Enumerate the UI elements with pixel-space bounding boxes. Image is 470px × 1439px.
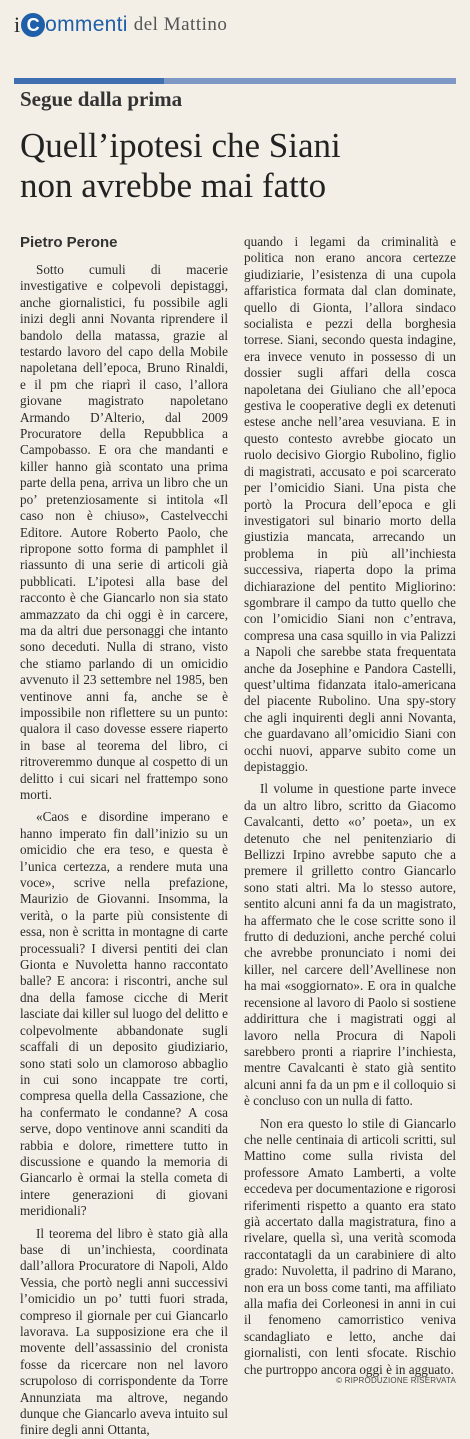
paragraph: «Caos e disordine imperano e hanno imperato fin dall’inizio su un omicidio che era teso, e questa è l’unica certezza, a rendere muta una voce», scrive nella prefazione, Maurizio de Giovanni. Insomma, la verità, o la parte più consistente di essa, non è scritta in montagne di carte processuali? I diversi pentiti dei clan Gionta e Nuvoletta hanno raccontato balle? E ancora: i riscontri, anche sul dna della famose cicche di Merit lasciate dai killer sul luogo del delitto e colpevolmente abbandonate sugli scaffali di un deposito giudiziario, sono stati solo un clamoroso abbaglio in cui sono incappate tre corti, compresa quella della Cassazione, che ha confermato le condanne? A cosa serve, dopo ventinove anni scanditi da rabbia e dolore, rimettere tutto in discussione e quando la memoria di Giancarlo è ormai la stella cometa di intere generazioni di giovani meridionali? (20, 809, 228, 1219)
paragraph: Sotto cumuli di macerie investigative e colpevoli depistaggi, anche giornalistici, fu possibile agli inizi degli anni Novanta riprendere il bandolo della matassa, grazie al testardo lavoro del capo della Mobile napoletana dell’epoca, Bruno Rinaldi, e il pm che riaprì il caso, l’allora giovane magistrato napoletano Armando D’Alterio, dal 2009 Procuratore della Repubblica a Campobasso. E ora che mandanti e killer hanno già scontato una prima parte della pena, arriva un libro che un po’ pretenziosamente si intitola «Il caso non è chiuso», Castelvecchi Editore. Autore Roberto Paolo, che ripropone sotto forma di pamphlet il riassunto di una serie di articoli già pubblicati. L’ipotesi alla base del racconto è che Giancarlo non sia stato ammazzato da chi oggi è in carcere, ma da altri due personaggi che intanto sono deceduti. Nulla di strano, visto che stiamo parlando di un omicidio avvenuto il 23 settembre nel 1985, ben ventinove anni fa, anche se è impossibile non riflettere su un punto: qualora il caso dovesse essere riaperto in base al teorema del libro, ci ritroveremmo dunque al cospetto di un delitto i cui sicari nel frattempo sono morti. (20, 262, 228, 802)
section-rule (14, 78, 456, 84)
article-column-2 (244, 234, 456, 1377)
kicker: Segue dalla prima (20, 87, 183, 111)
section-rule-accent (14, 78, 164, 84)
paragraph: Il teorema del libro è stato già alla base di un’inchiesta, coordinata dall’allora Procuratore di Napoli, Aldo Vessia, che portò negli anni successivi l’omicidio un po’ tutti fuori strada, compreso il giornale per cui Giancarlo lavorava. La supposizione era che il movente dell’assassinio del cronista fosse da ricercare non nel lavoro scrupoloso di corrispondente da Torre Annunziata ma altrove, negando dunque che Giancarlo aveva intuito sul finire degli anni Ottanta, (20, 1225, 228, 1438)
copyright-notice: © RIPRODUZIONE RISERVATA (336, 1376, 456, 1385)
masthead-del-mattino: del Mattino (133, 14, 228, 35)
masthead (14, 10, 227, 40)
masthead-logo-icon: C (21, 13, 45, 37)
paragraph: Il volume in questione parte invece da un altro libro, scritto da Giacomo Cavalcanti, detto «o’ poeta», un ex detenuto che nel penitenziario di Bellizzi Irpino avrebbe saputo che a premere il grilletto contro Giancarlo sono stati altri. Ma lo stesso autore, sentito alcuni anni fa da un magistrato, ha affermato che le cose scritte sono il frutto di deduzioni, anche perché colui che avrebbe pronunciato i nomi dei killer, nel carcere dell’Avellinese non ha mai «soggiornato». E ora in qualche recensione al lavoro di Paolo si sostiene addirittura che i magistrati oggi al lavoro nella Procura di Napoli sarebbero pronti a riaprire l’inchiesta, mentre Cavalcanti è stato già sentito alcuni anni fa da un pm e il colloquio si è concluso con un nulla di fatto. (244, 781, 456, 1109)
byline: Pietro Perone (20, 234, 118, 251)
article-column-1 (20, 262, 228, 1438)
headline-line-2: non avrebbe mai fatto (20, 166, 327, 205)
masthead-i: i (14, 12, 21, 37)
paragraph: Non era questo lo stile di Giancarlo che nelle centinaia di articoli scritti, sul Mattino come sulla rivista del professore Amato Lamberti, a volte eccedeva per documentazione e rigorosi riferimenti rispetto a quanto era stato già accertato dalla magistratura, fino a rivelare, quella sì, una verità scomoda raccontatagli da un carabiniere di alto grado: Nuvoletta, il padrino di Marano, non era un boss come tanti, ma affiliato alla mafia dei Corleonesi in anni in cui il fenomeno camorristico veniva scandagliato e letto, anche dai giornalisti, con lenti sfocate. Rischio che purtroppo ancora oggi è in agguato. (244, 1115, 456, 1377)
headline (20, 126, 460, 206)
paragraph: quando i legami da criminalità e politica non erano ancora certezze giudiziarie, l’esistenza di una cupola affaristica formata dal clan dominate, quello di Gionta, l’allora sindaco socialista e pezzi della borghesia torrese. Siani, secondo questa indagine, era invece venuto in possesso di un dossier sugli affari della cosca napoletana dei Giuliano che all’epoca gestiva le cooperative degli ex detenuti estese anche nell’area vesuviana. E in questo contesto avrebbe giocato un ruolo decisivo Giorgio Rubolino, figlio di magistrati, accusato e poi scarcerato per l’omicidio Siani. Una pista che portò la Procura dell’epoca e gli investigatori sul binario morto della giustizia mancata, arrecando un problema in più all’inchiesta successiva, riaperta dopo la prima dichiarazione del pentito Migliorino: sgombrare il campo da tutto quello che con l’omicidio Siani non c’entrava, compresa una casa squillo in via Palizzi a Napoli che sarebbe stata frequentata anche da Josephine e Pandora Castelli, quest’ultima fidanzata italo-americana del piacente Rubolino. Una spy-story che agli inquirenti degli anni Novanta, che guardavano all’omicidio Siani con occhi nuovi, apparve subito come un depistaggio. (244, 234, 456, 774)
headline-line-1: Quell’ipotesi che Siani (20, 126, 341, 165)
masthead-commenti: ommenti (45, 13, 128, 36)
